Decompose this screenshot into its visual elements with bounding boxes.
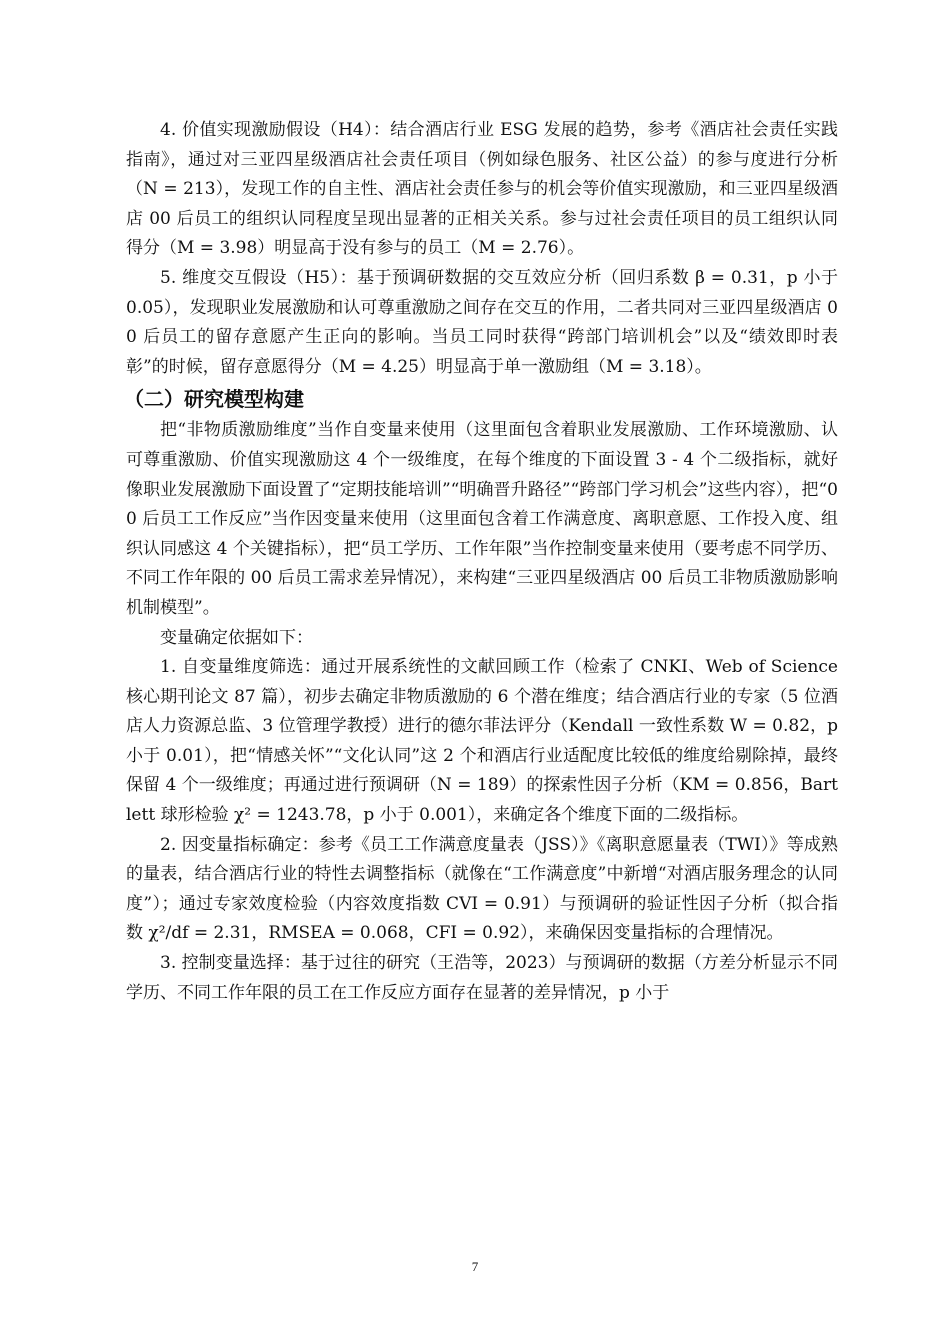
document-page xyxy=(126,116,838,1008)
paragraph-hypothesis-h5: 5. 维度交互假设（H5）：基于预调研数据的交互效应分析（回归系数 β = 0.31，p 小于 0.05），发现职业发展激励和认可尊重激励之间存在交互的作用，二者共同对三亚四星级酒店 00 后员工的留存意愿产生正向的影响。当员工同时获得“跨部门培训机会”以及“绩效即时表彰”的时候，留存意愿得分（M = 4.25）明显高于单一激励组（M = 3.18）。 xyxy=(126,267,838,377)
page-number: 7 xyxy=(471,1259,479,1274)
paragraph-independent-variable: 1. 自变量维度筛选：通过开展系统性的文献回顾工作（检索了 CNKI、Web of Science 核心期刊论文 87 篇），初步去确定非物质激励的 6 个潜在维度；结合酒店行业的专家（5 位酒店人力资源总监、3 位管理学教授）进行的德尔菲法评分（Kendall 一致性系数 W = 0.82，p 小于 0.01），把“情感关怀”“文化认同”这 2 个和酒店行业适配度比较低的维度给剔除掉，最终保留 4 个一级维度；再通过进行预调研（N = 189）的探索性因子分析（KM = 0.856，Bartlett 球形检验 χ² = 1243.78，p 小于 0.001），来确定各个维度下面的二级指标。 xyxy=(126,657,838,826)
paragraph-variable-basis-intro: 变量确定依据如下： xyxy=(160,627,313,648)
paragraph-research-model: 把“非物质激励维度”当作自变量来使用（这里面包含着职业发展激励、工作环境激励、认可尊重激励、价值实现激励这 4 个一级维度，在每个维度的下面设置 3 - 4 个二级指标，就好像职业发展激励下面设置了“定期技能培训”“明确晋升路径”“跨部门学习机会”这些内容），把“00 后员工工作反应”当作因变量来使用（这里面包含着工作满意度、离职意愿、工作投入度、组织认同感这 4 个关键指标），把“员工学历、工作年限”当作控制变量来使用（要考虑不同学历、不同工作年限的 00 后员工需求差异情况），来构建“三亚四星级酒店 00 后员工非物质激励影响机制模型”。 xyxy=(126,420,838,618)
paragraph-hypothesis-h4: 4. 价值实现激励假设（H4）：结合酒店行业 ESG 发展的趋势，参考《酒店社会责任实践指南》，通过对三亚四星级酒店社会责任项目（例如绿色服务、社区公益）的参与度进行分析（N = 213），发现工作的自主性、酒店社会责任参与的机会等价值实现激励，和三亚四星级酒店 00 后员工的组织认同程度呈现出显著的正相关关系。参与过社会责任项目的员工组织认同得分（M = 3.98）明显高于没有参与的员工（M = 2.76）。 xyxy=(126,120,838,259)
paragraph-dependent-variable: 2. 因变量指标确定：参考《员工工作满意度量表（JSS）》《离职意愿量表（TWI）》等成熟的量表，结合酒店行业的特性去调整指标（就像在“工作满意度”中新增“对酒店服务理念的认同度”）；通过专家效度检验（内容效度指数 CVI = 0.91）与预调研的验证性因子分析（拟合指数 χ²/df = 2.31，RMSEA = 0.068，CFI = 0.92），来确保因变量指标的合理情况。 xyxy=(126,834,838,944)
section-heading: （二）研究模型构建 xyxy=(124,387,304,412)
paragraph-control-variable: 3. 控制变量选择：基于过往的研究（王浩等，2023）与预调研的数据（方差分析显示不同学历、不同工作年限的员工在工作反应方面存在显著的差异情况，p 小于 xyxy=(126,953,838,1003)
